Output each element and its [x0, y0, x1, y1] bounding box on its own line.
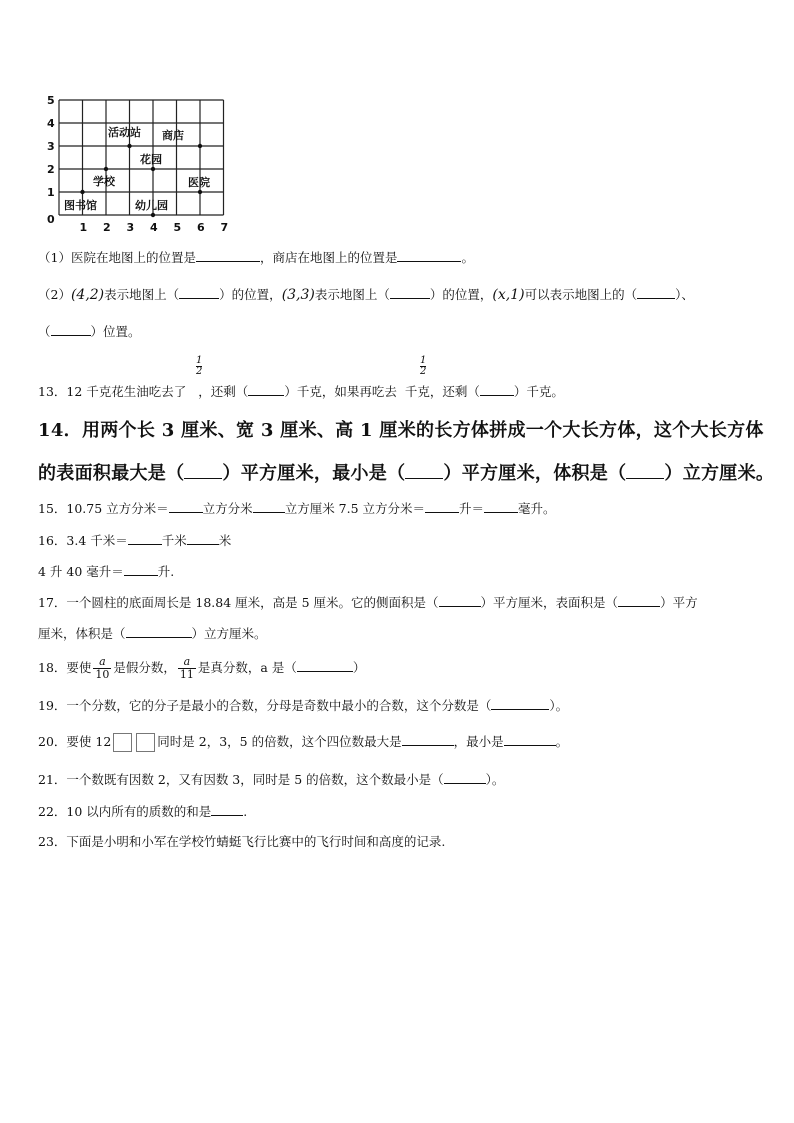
- question-20: 20．要使 12 同时是 2，3，5 的倍数，这个四位数最大是 ，最小是 。: [38, 732, 568, 752]
- q18-fraction-2: $\frac{a}{11}$: [179, 655, 194, 681]
- map-axis-ticks: [47, 94, 228, 234]
- q13-fraction-1: 1 2: [196, 355, 203, 377]
- label-activity-station: 活动站: [108, 126, 141, 139]
- label-school: 学校: [93, 175, 115, 188]
- question-23: 23．下面是小明和小军在学校竹蜻蜓飞行比赛中的飞行时间和高度的记录.: [38, 834, 446, 849]
- map-point: [198, 144, 202, 148]
- label-hospital: 医院: [188, 176, 210, 189]
- y-tick-label: 0: [47, 213, 55, 226]
- label-library: 图书馆: [64, 199, 97, 212]
- x-tick-label: 3: [126, 221, 135, 234]
- digit-box-2[interactable]: [136, 733, 155, 752]
- question-15: 15．10.75 立方分米＝ 立方分米 立方厘米 7.5 立方分米＝ 升＝ 毫升。: [38, 501, 556, 516]
- q12-line3: （ ）位置。: [38, 324, 141, 339]
- question-13: 13．12 千克花生油吃去了 ，还剩（ ）千克，如果再吃去 千克，还剩（ ）千克。: [38, 384, 564, 399]
- map-point: [80, 190, 84, 194]
- x-tick-label: 7: [220, 221, 229, 234]
- map-point: [151, 167, 155, 171]
- question-19: 19．一个分数，它的分子是最小的合数，分母是奇数中最小的合数，这个分数是（ ）。: [38, 698, 569, 713]
- label-garden: 花园: [140, 153, 162, 166]
- digit-box-1[interactable]: [113, 733, 132, 752]
- coordinate-map: [36, 88, 236, 238]
- question-17-line1: 17．一个圆柱的底面周长是 18.84 厘米，高是 5 厘米。它的侧面积是（ ）平方厘米，表面积是（ ）平方: [38, 595, 698, 610]
- x-tick-label: 1: [79, 221, 88, 234]
- question-14-line1: 14．用两个长 3 厘米、宽 3 厘米、高 1 厘米的长方体拼成一个大长方体，这个大长方体: [38, 420, 764, 441]
- y-tick-label: 4: [47, 117, 55, 130]
- question-14-line2: 的表面积最大是（ ）平方厘米，最小是（ ）平方厘米，体积是（ ）立方厘米。: [38, 463, 775, 484]
- question-18: 18．要使 $\frac{a}{10}$ 是假分数， $\frac{a}{11}$ 是真分数，a 是（ ）: [38, 655, 366, 681]
- map-point: [127, 144, 131, 148]
- y-tick-label: 3: [47, 140, 55, 153]
- q12-line1: （1）医院在地图上的位置是 ，商店在地图上的位置是 。: [38, 250, 474, 265]
- x-tick-label: 4: [150, 221, 158, 234]
- x-tick-label: 2: [103, 221, 111, 234]
- question-22: 22．10 以内所有的质数的和是 .: [38, 804, 248, 819]
- question-16-part2: 4 升 40 毫升＝ 升.: [38, 564, 175, 579]
- y-tick-label: 1: [47, 186, 55, 199]
- q12-line2: （2）(4,2)表示地图上（ ）的位置，(3,3)表示地图上（ ）的位置，(x,1)可以表示地图上的（ ）、: [38, 287, 694, 303]
- x-tick-label: 6: [197, 221, 205, 234]
- x-tick-label: 5: [173, 221, 182, 234]
- map-point: [198, 190, 202, 194]
- map-point: [104, 167, 108, 171]
- y-tick-label: 5: [47, 94, 55, 107]
- q18-fraction-1: $\frac{a}{10}$: [95, 655, 110, 681]
- question-17-line2: 厘米，体积是（ ）立方厘米。: [38, 626, 267, 641]
- y-tick-label: 2: [47, 163, 55, 176]
- map-point: [151, 213, 155, 217]
- label-kindergarten: 幼儿园: [135, 199, 168, 212]
- label-shop: 商店: [162, 129, 184, 142]
- question-21: 21．一个数既有因数 2，又有因数 3，同时是 5 的倍数，这个数最小是（ ）。: [38, 772, 505, 787]
- question-16: 16．3.4 千米＝ 千米 米: [38, 533, 232, 548]
- q13-fraction-2: 1 2: [420, 355, 427, 377]
